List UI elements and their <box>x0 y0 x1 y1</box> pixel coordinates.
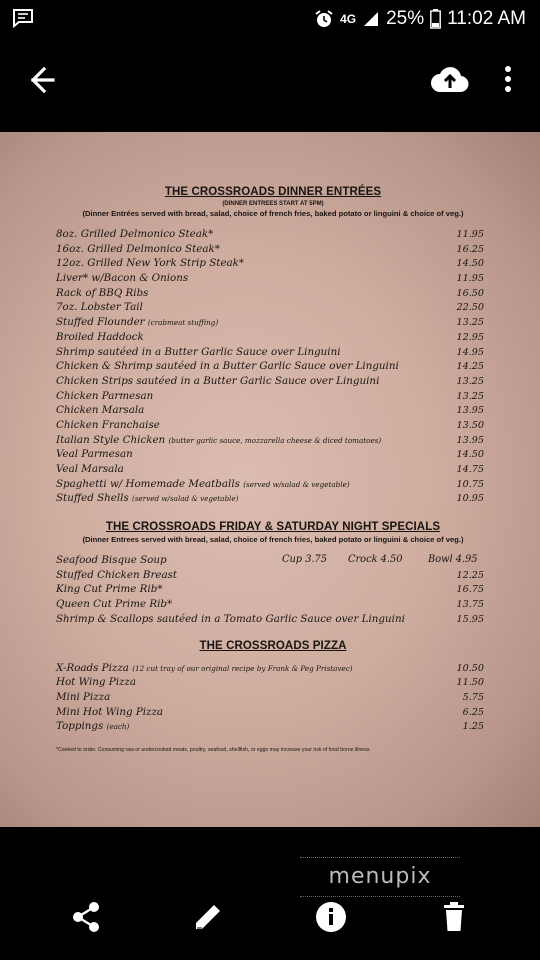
item-price: 15.95 <box>456 613 484 625</box>
item-name <box>56 404 144 416</box>
list-item <box>50 331 496 346</box>
list-item <box>50 404 496 419</box>
list-item <box>50 346 496 361</box>
share-icon[interactable] <box>66 897 106 937</box>
specials-items <box>50 554 496 627</box>
item-name <box>56 316 218 328</box>
item-price: 13.25 <box>456 375 484 387</box>
menu-photo[interactable] <box>0 132 540 827</box>
list-item <box>50 272 496 287</box>
list-item <box>50 598 496 613</box>
item-name <box>56 662 353 674</box>
item-price: 12.95 <box>456 331 484 343</box>
item-name <box>56 448 133 460</box>
item-price: 16.25 <box>456 243 484 255</box>
item-name <box>56 375 379 387</box>
item-title: Mini Pizza <box>56 690 111 703</box>
item-name <box>56 287 148 299</box>
list-item <box>50 360 496 375</box>
dinner-subtitle: (DINNER ENTREES START AT 5PM) <box>222 201 324 207</box>
item-title: Mini Hot Wing Pizza <box>56 705 164 718</box>
item-title: Chicken Parmesan <box>56 389 154 402</box>
item-title: Queen Cut Prime Rib* <box>56 598 173 611</box>
list-item <box>50 662 496 677</box>
cloud-upload-icon[interactable] <box>428 60 472 100</box>
item-name <box>56 390 153 402</box>
item-title: Rack of BBQ Ribs <box>56 286 149 299</box>
item-description: (each) <box>106 722 130 732</box>
item-title: Hot Wing Pizza <box>56 676 136 689</box>
pizza-title: THE CROSSROADS PIZZA <box>199 639 347 652</box>
list-item <box>50 390 496 405</box>
pizza-items <box>50 662 496 735</box>
clock: 11:02 AM <box>447 8 526 29</box>
item-price: 13.25 <box>456 390 484 402</box>
list-item <box>50 554 496 569</box>
item-price: 10.50 <box>456 662 484 674</box>
list-item <box>50 583 496 598</box>
item-title: Chicken & Shrimp sautéed in a Butter Garlic Sauce over Linguini <box>56 360 399 373</box>
soup-cup-price: Cup 3.75 <box>282 554 328 566</box>
item-title: Liver* w/Bacon & Onions <box>56 272 189 285</box>
list-item <box>50 434 496 449</box>
item-title: Chicken Marsala <box>56 404 145 417</box>
item-price: 10.95 <box>456 493 484 505</box>
item-price: 13.25 <box>456 317 484 329</box>
list-item <box>50 676 496 691</box>
item-name <box>56 492 238 504</box>
item-price: 22.50 <box>456 302 484 314</box>
item-price: 14.95 <box>456 346 484 358</box>
alarm-icon <box>314 9 334 29</box>
item-title: Stuffed Chicken Breast <box>56 568 178 581</box>
specials-section <box>50 521 496 627</box>
battery-percent: 25% <box>386 8 425 29</box>
list-item <box>50 243 496 258</box>
item-title: King Cut Prime Rib* <box>56 583 163 596</box>
item-price: 5.75 <box>462 691 484 703</box>
item-name <box>56 691 110 703</box>
item-name <box>56 598 172 610</box>
pencil-icon[interactable] <box>188 897 228 937</box>
item-name <box>56 583 162 595</box>
soup-crock-price: Crock 4.50 <box>348 554 403 566</box>
item-description: (served w/salad & vegetable) <box>132 494 239 504</box>
more-vertical-icon[interactable] <box>494 60 522 100</box>
app-bar <box>0 36 540 132</box>
item-name <box>56 569 177 581</box>
network-type: 4G <box>340 12 357 26</box>
status-bar <box>0 0 540 36</box>
pizza-section <box>50 640 496 735</box>
list-item <box>50 706 496 721</box>
battery-icon <box>430 9 441 29</box>
item-name: Seafood Bisque Soup <box>56 554 167 567</box>
message-notification-icon <box>12 8 34 26</box>
item-name <box>56 331 144 343</box>
item-price: 16.75 <box>456 584 484 596</box>
item-name <box>56 463 124 475</box>
item-name <box>56 676 136 688</box>
item-description: (crabmeat stuffing) <box>147 318 219 328</box>
dinner-items <box>50 228 496 507</box>
watermark: menupix <box>300 857 460 897</box>
item-description: (12 cut tray of our original recipe by Frank & Peg Pristavec) <box>132 663 353 673</box>
list-item <box>50 419 496 434</box>
item-title: Italian Style Chicken <box>56 433 166 446</box>
list-item <box>50 569 496 584</box>
item-price: 12.25 <box>456 569 484 581</box>
arrow-left-icon[interactable] <box>22 60 62 100</box>
list-item <box>50 478 496 493</box>
item-price: 14.50 <box>456 449 484 461</box>
menu-sheet <box>50 186 496 753</box>
item-name <box>56 228 213 240</box>
item-title: 12oz. Grilled New York Strip Steak* <box>56 257 245 270</box>
list-item <box>50 287 496 302</box>
bottom-action-bar <box>0 827 540 960</box>
item-name <box>56 272 188 284</box>
list-item <box>50 448 496 463</box>
item-name <box>56 706 163 718</box>
item-title: Chicken Franchaise <box>56 418 160 431</box>
item-name <box>56 346 341 358</box>
item-price: 13.95 <box>456 405 484 417</box>
item-price: 11.50 <box>456 677 484 689</box>
item-name <box>56 419 160 431</box>
item-price: 10.75 <box>456 478 484 490</box>
item-name <box>56 360 399 372</box>
dinner-title: THE CROSSROADS DINNER ENTRÉES <box>164 186 382 198</box>
list-item <box>50 492 496 507</box>
item-name <box>56 478 350 490</box>
item-name <box>56 434 381 446</box>
disclaimer: *Cooked to order. Consuming raw or undercooked meats, poultry, seafood, shellfish, or eggs may increase your risk of food borne illness. <box>56 746 371 753</box>
info-icon[interactable] <box>311 897 351 937</box>
list-item <box>50 301 496 316</box>
item-name <box>56 243 220 255</box>
list-item <box>50 257 496 272</box>
item-title: Shrimp sautéed in a Butter Garlic Sauce over Linguini <box>56 345 341 358</box>
trash-icon[interactable] <box>434 897 474 937</box>
item-price: 16.50 <box>456 287 484 299</box>
item-name <box>56 257 244 269</box>
dinner-note: (Dinner Entrées served with bread, salad, choice of french fries, baked potato or linguini & choice of veg.) <box>82 209 464 218</box>
item-price: 14.25 <box>456 361 484 373</box>
item-title: 7oz. Lobster Tail <box>56 301 143 314</box>
item-price: 11.95 <box>456 229 484 240</box>
item-price: 14.50 <box>456 258 484 270</box>
item-title: Chicken Strips sautéed in a Butter Garlic Sauce over Linguini <box>56 374 380 387</box>
item-title: Veal Marsala <box>56 463 124 475</box>
signal-icon <box>362 10 380 28</box>
item-title: Stuffed Flounder <box>56 316 145 329</box>
item-title: Stuffed Shells <box>56 492 129 505</box>
item-title: X-Roads Pizza <box>56 661 129 674</box>
specials-note: (Dinner Entrees served with bread, salad, choice of french fries, baked potato or linguini & choice of veg.) <box>82 535 464 545</box>
dinner-section <box>50 186 496 507</box>
list-item <box>50 691 496 706</box>
item-title: Toppings <box>56 720 104 733</box>
list-item <box>50 613 496 628</box>
list-item <box>50 720 496 735</box>
item-title: 16oz. Grilled Delmonico Steak* <box>56 242 220 255</box>
item-price: 6.25 <box>462 706 484 718</box>
item-price: 11.95 <box>456 273 484 285</box>
item-price: 13.50 <box>456 419 484 431</box>
specials-title: THE CROSSROADS FRIDAY & SATURDAY NIGHT SPECIALS <box>105 521 441 534</box>
item-description: (butter garlic sauce, mozzarella cheese & diced tomatoes) <box>168 435 382 445</box>
list-item <box>50 463 496 478</box>
item-title: Spaghetti w/ Homemade Meatballs <box>56 477 240 490</box>
item-price: 1.25 <box>462 721 484 733</box>
item-title: Shrimp & Scallops sautéed in a Tomato Garlic Sauce over Linguini <box>56 612 405 625</box>
list-item <box>50 375 496 390</box>
soup-bowl-price: Bowl 4.95 <box>428 554 478 566</box>
item-price: 13.75 <box>456 599 484 611</box>
item-price: 14.75 <box>456 464 484 475</box>
item-title: Broiled Haddock <box>56 330 144 343</box>
list-item <box>50 316 496 331</box>
item-description: (served w/salad & vegetable) <box>243 479 350 489</box>
item-title: 8oz. Grilled Delmonico Steak* <box>56 228 214 240</box>
item-name <box>56 301 143 313</box>
item-name <box>56 720 129 732</box>
list-item <box>50 228 496 243</box>
item-title: Veal Parmesan <box>56 448 133 461</box>
item-price: 13.95 <box>456 434 484 446</box>
item-name <box>56 613 405 625</box>
